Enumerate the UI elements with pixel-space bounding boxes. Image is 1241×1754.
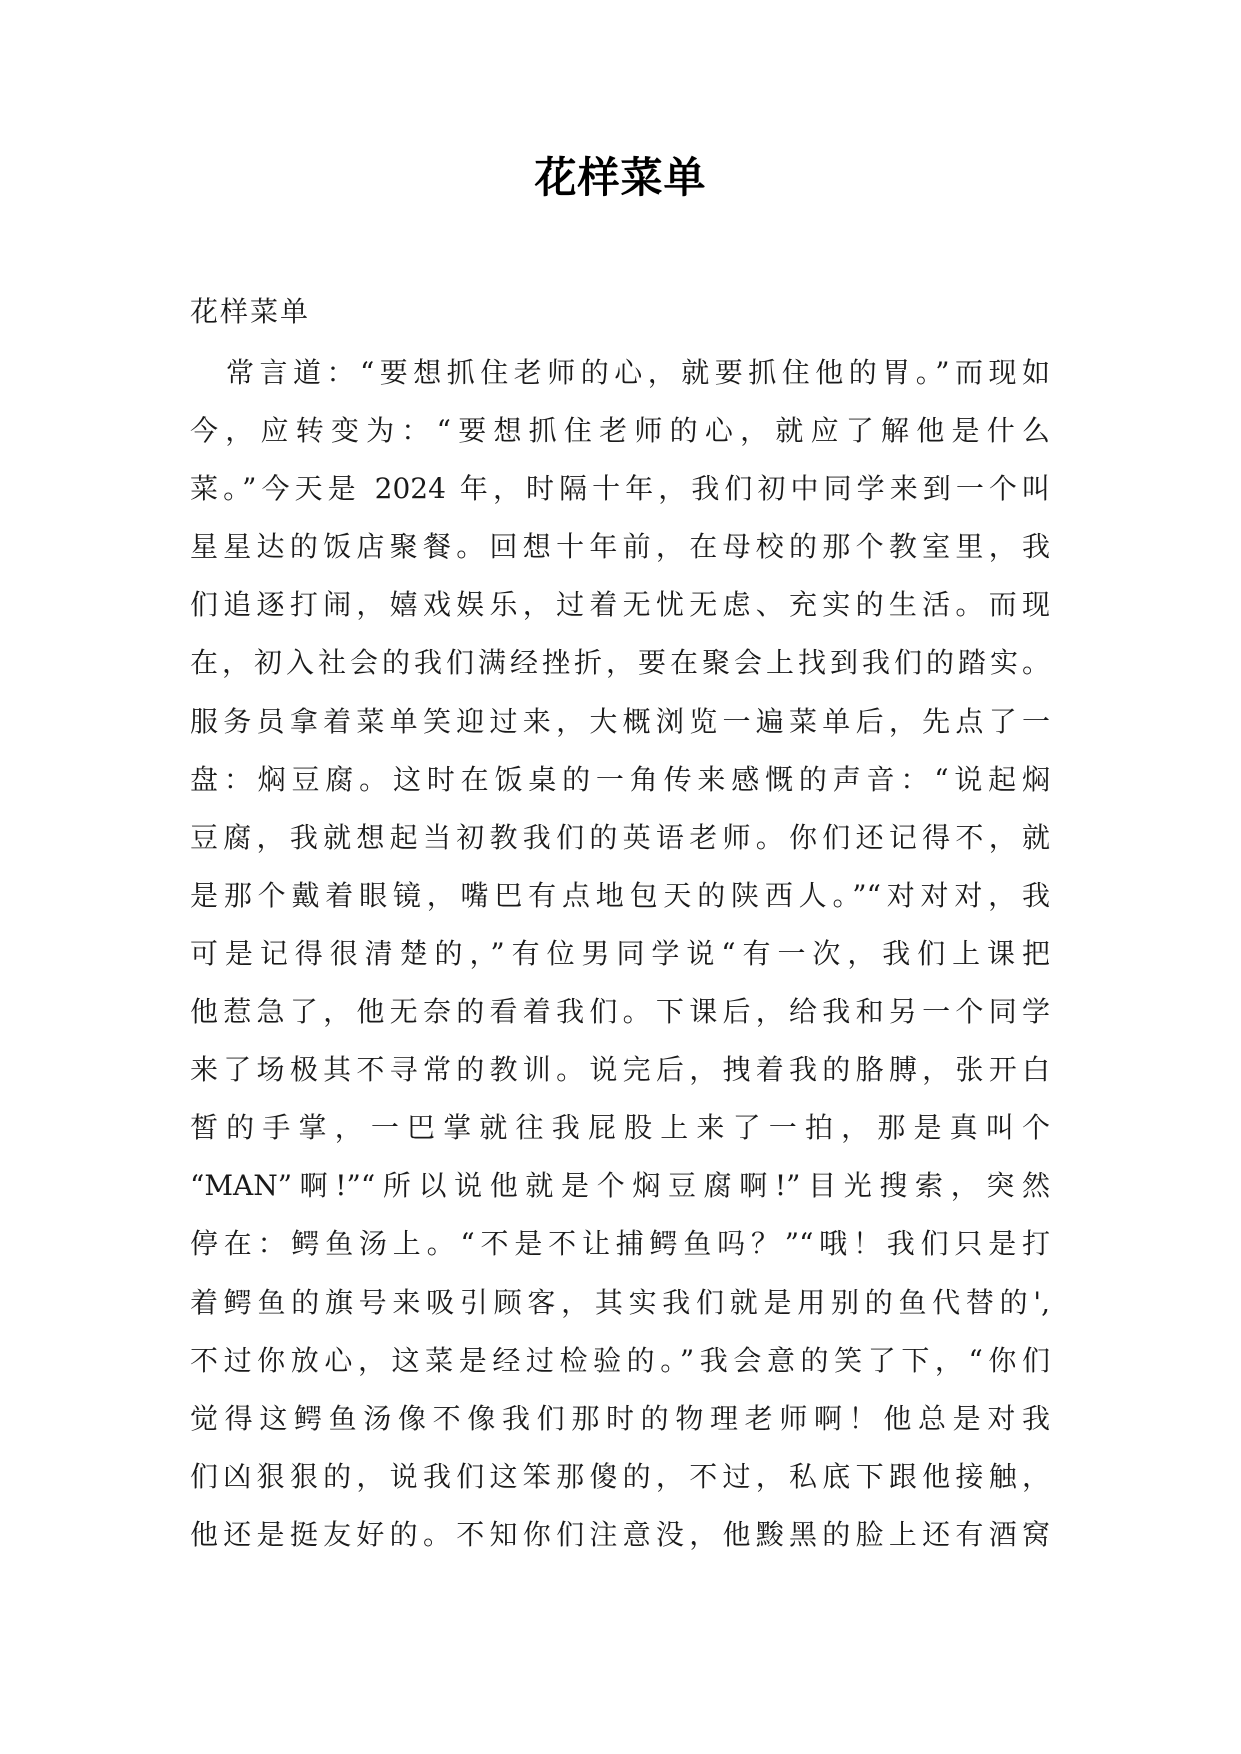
body-text	[190, 344, 1050, 1564]
text-line: 他还是挺友好的。不知你们注意没，他黢黑的脸上还有酒窝	[190, 1517, 1050, 1551]
text-line: 觉得这鳄鱼汤像不像我们那时的物理老师啊！他总是对我	[190, 1401, 1050, 1435]
text-line: 着鳄鱼的旗号来吸引顾客，其实我们就是用别的鱼代替的',	[190, 1285, 1050, 1319]
text-line: 可是记得很清楚的，”有位男同学说“有一次，我们上课把	[190, 936, 1050, 970]
text-line: 菜。”今天是 2024 年，时隔十年，我们初中同学来到一个叫	[190, 472, 1050, 506]
text-line: 星星达的饭店聚餐。回想十年前，在母校的那个教室里，我	[190, 530, 1050, 564]
text-line: 来了场极其不寻常的教训。说完后，拽着我的胳膊，张开白	[190, 1053, 1050, 1087]
text-line: 在，初入社会的我们满经挫折，要在聚会上找到我们的踏实。	[190, 646, 1050, 680]
text-line: 常言道：“要想抓住老师的心，就要抓住他的胃。”而现如	[226, 356, 1050, 389]
text-line: 豆腐，我就想起当初教我们的英语老师。你们还记得不，就	[190, 820, 1050, 854]
text-line: 皙的手掌，一巴掌就往我屁股上来了一拍，那是真叫个	[190, 1111, 1050, 1145]
text-line: 他惹急了，他无奈的看着我们。下课后，给我和另一个同学	[190, 995, 1050, 1029]
text-line: 是那个戴着眼镜，嘴巴有点地包天的陕西人。”“对对对，我	[190, 878, 1050, 912]
text-line: 不过你放心，这菜是经过检验的。”我会意的笑了下，“你们	[190, 1343, 1050, 1377]
text-line: 盘：焖豆腐。这时在饭桌的一角传来感慨的声音：“说起焖	[190, 762, 1050, 796]
text-line: 们追逐打闹，嬉戏娱乐，过着无忧无虑、充实的生活。而现	[190, 588, 1050, 622]
document-title: 花样菜单	[534, 153, 707, 202]
text-line: 今，应转变为：“要想抓住老师的心，就应了解他是什么	[190, 414, 1050, 448]
text-line: 们凶狠狠的，说我们这笨那傻的，不过，私底下跟他接触，	[190, 1459, 1050, 1493]
text-line: 服务员拿着菜单笑迎过来，大概浏览一遍菜单后，先点了一	[190, 704, 1050, 738]
text-line: 停在：鳄鱼汤上。“不是不让捕鳄鱼吗？”“哦！我们只是打	[190, 1227, 1050, 1261]
text-line: “MAN”啊!”“所以说他就是个焖豆腐啊!”目光搜索，突然	[190, 1169, 1050, 1203]
document-subtitle: 花样菜单	[190, 295, 311, 328]
